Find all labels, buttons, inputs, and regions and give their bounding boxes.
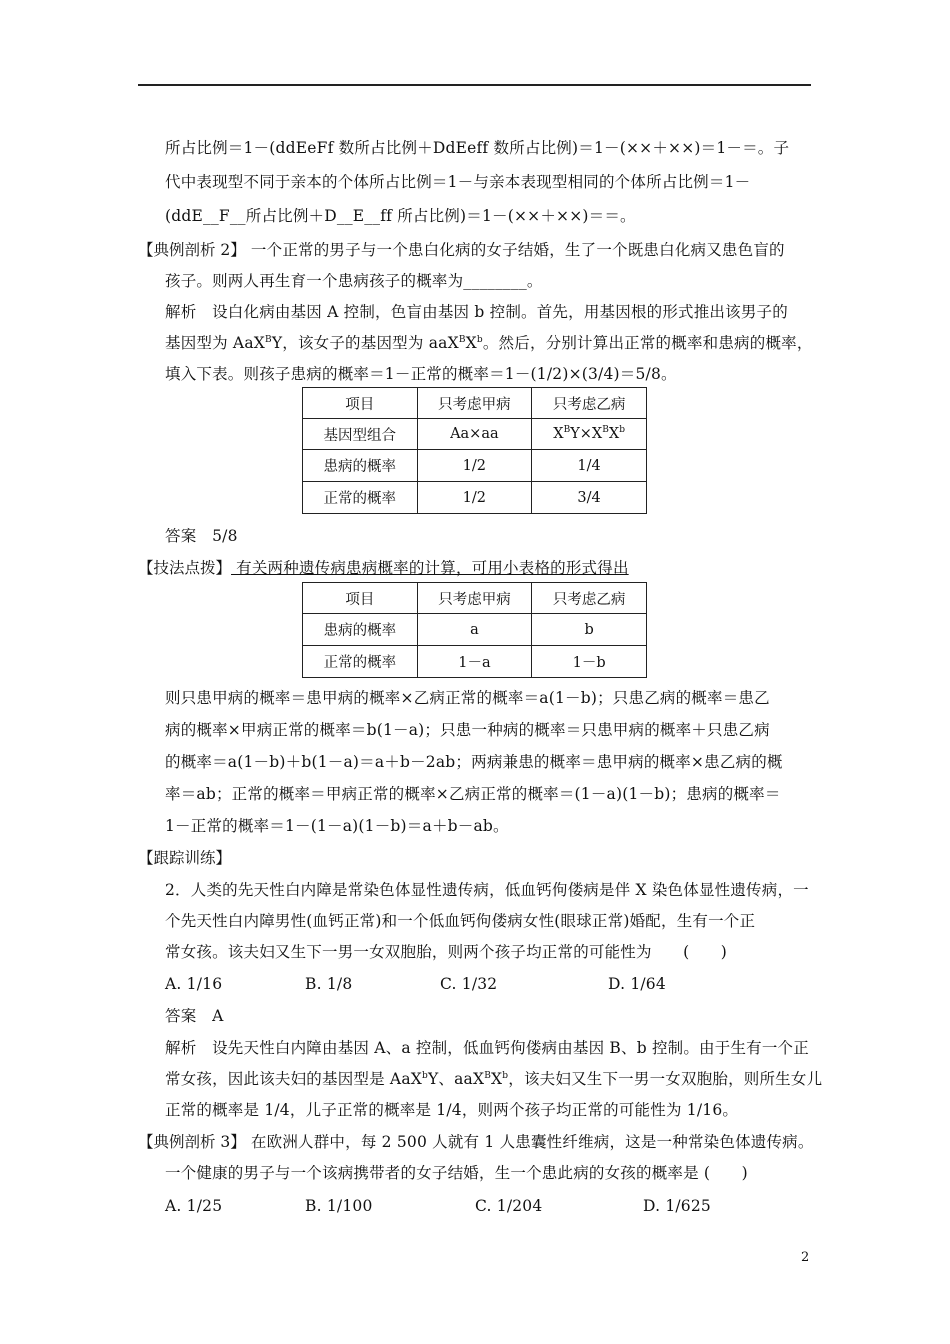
technique-line-5: 1－正常的概率＝1－(1－a)(1－b)＝a＋b－ab。 [165,817,509,835]
choice-a: A. 1/25 [165,1197,223,1215]
technique-text: 有关两种遗传病患病概率的计算，可用小表格的形式得出 [231,559,629,577]
technique-line-2: 病的概率×甲病正常的概率＝b(1－a)；只患一种病的概率＝只患甲病的概率＋只患乙病 [165,721,770,739]
table-header: 只考虑乙病 [532,388,647,419]
table-header: 项目 [303,388,418,419]
table-cell: 1/2 [417,482,532,514]
choice-c: C. 1/204 [475,1197,543,1215]
table-header: 只考虑甲病 [417,583,532,614]
example2-label: 【典例剖析 2】 [138,241,246,259]
example3-header [138,1132,814,1152]
example3-label: 【典例剖析 3】 [138,1133,246,1151]
table-header: 只考虑乙病 [532,583,647,614]
table-cell: 正常的概率 [303,646,418,678]
table-cell: Aa×aa [417,419,532,450]
technique-table [302,582,647,678]
question2-analysis-3: 正常的概率是 1/4，儿子正常的概率是 1/4，则两个孩子均正常的可能性为 1/16。 [165,1101,739,1119]
question2-answer: 答案 A [165,1007,224,1025]
intro-line-1: 所占比例＝1－(ddEeFf 数所占比例＋DdEeff 数所占比例)＝1－(××＋××)＝1－＝。子 [165,139,790,157]
table-cell: 1－b [532,646,647,678]
technique-label: 【技法点拨】 [138,559,232,577]
technique-header [138,558,629,578]
intro-line-2: 代中表现型不同于亲本的个体所占比例＝1－与亲本表现型相同的个体所占比例＝1－ [165,173,751,191]
question2-line-2: 个先天性白内障男性(血钙正常)和一个低血钙佝偻病女性(眼球正常)婚配，生有一个正 [165,912,756,930]
example2-text-2: 孩子。则两人再生育一个患病孩子的概率为________。 [165,272,543,290]
table-cell: 1－a [417,646,532,678]
question2-choices [165,974,666,994]
page-number: 2 [801,1250,810,1265]
table-cell: 1/4 [532,450,647,482]
table-cell: 患病的概率 [303,450,418,482]
example2-text-1: 一个正常的男子与一个患白化病的女子结婚，生了一个既患白化病又患色盲的 [245,241,785,259]
table-header: 项目 [303,583,418,614]
technique-line-3: 的概率＝a(1－b)＋b(1－a)＝a＋b－2ab；两病兼患的概率＝患甲病的概率×患乙病的概 [165,753,783,771]
header-rule [138,84,811,86]
table-cell: 3/4 [532,482,647,514]
example2-table [302,387,647,514]
example2-analysis-3: 填入下表。则孩子患病的概率＝1－正常的概率＝1－(1/2)×(3/4)＝5/8。 [165,365,677,383]
table-cell: 1/2 [417,450,532,482]
choice-d: D. 1/625 [643,1197,711,1215]
choice-b: B. 1/100 [305,1197,373,1215]
table-cell: 正常的概率 [303,482,418,514]
table-cell: 基因型组合 [303,419,418,450]
question2-line-3: 常女孩。该夫妇又生下一男一女双胞胎，则两个孩子均正常的可能性为 ( ) [165,943,727,961]
example2-answer: 答案 5/8 [165,527,238,545]
table-cell: a [417,614,532,646]
example3-choices [165,1196,711,1216]
table-header: 只考虑甲病 [417,388,532,419]
technique-line-4: 率＝ab；正常的概率＝甲病正常的概率×乙病正常的概率＝(1－a)(1－b)；患病的概率＝ [165,785,781,803]
example3-text-1: 在欧洲人群中，每 2 500 人就有 1 人患囊性纤维病，这是一种常染色体遗传病。 [245,1133,814,1151]
choice-d: D. 1/64 [608,975,666,993]
intro-line-3: (ddE__F__所占比例＋D__E__ff 所占比例)＝1－(××＋××)＝＝。 [165,207,636,225]
tracking-label: 【跟踪训练】 [138,849,232,867]
table-cell: 患病的概率 [303,614,418,646]
choice-b: B. 1/8 [305,975,353,993]
example2-analysis-1: 解析 设白化病由基因 A 控制，色盲由基因 b 控制。首先，用基因根的形式推出该男子的 [165,303,788,321]
question2-line-1: 2．人类的先天性白内障是常染色体显性遗传病，低血钙佝偻病是伴 X 染色体显性遗传病，一 [165,881,809,899]
table-cell: $X^BY\times X^BX^b$ [532,419,647,450]
technique-line-1: 则只患甲病的概率＝患甲病的概率×乙病正常的概率＝a(1－b)；只患乙病的概率＝患乙 [165,689,770,707]
table-cell: b [532,614,647,646]
example2-header [138,240,785,260]
choice-a: A. 1/16 [165,975,223,993]
example2-analysis-2: 基因型为 AaX$^B$Y，该女子的基因型为 $aaX^BX^b$。然后，分别计算出正常的概率和患病的概率， [165,334,813,352]
question2-analysis-1: 解析 设先天性白内障由基因 A、a 控制，低血钙佝偻病由基因 B、b 控制。由于生有一个正 [165,1039,809,1057]
example3-text-2: 一个健康的男子与一个该病携带者的女子结婚，生一个患此病的女孩的概率是 ( ) [165,1164,748,1182]
choice-c: C. 1/32 [440,975,498,993]
question2-analysis-2: 常女孩，因此该夫妇的基因型是 AaX$^b$Y、$aaX^BX^b$，该夫妇又生下一男一女双胞胎，则所生女儿 [165,1070,823,1088]
